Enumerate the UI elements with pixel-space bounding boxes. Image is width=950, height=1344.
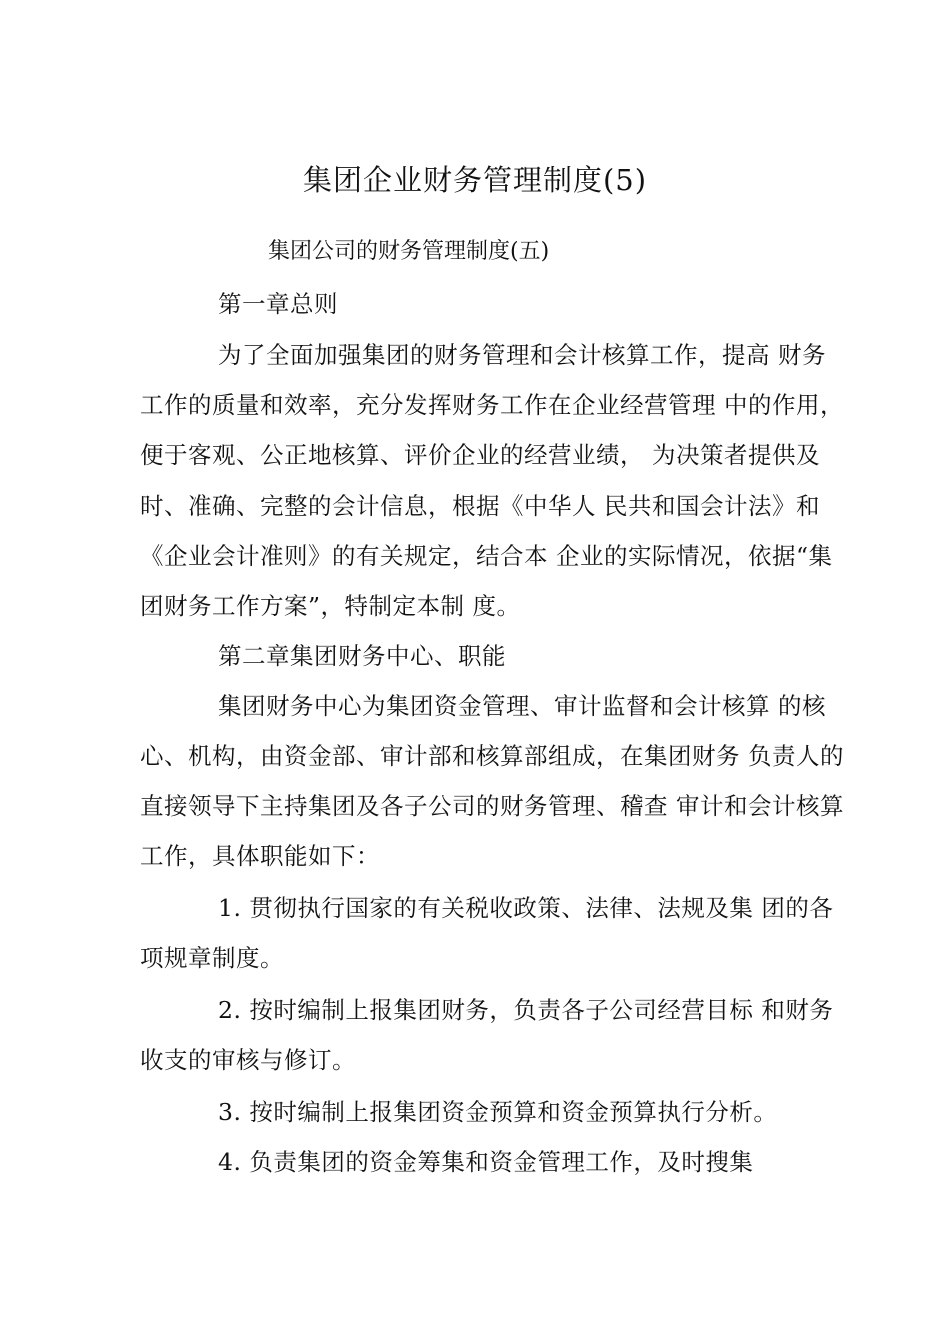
document-title: 集团企业财务管理制度(5) (302, 163, 648, 197)
paragraph-line: 《企业会计准则》的有关规定，结合本 企业的实际情况，依据“集 (140, 542, 833, 570)
paragraph-line: 团财务工作方案”，特制定本制 度。 (140, 592, 521, 620)
list-item: 3. 按时编制上报集团资金预算和资金预算执行分析。 (218, 1098, 778, 1126)
list-item-continuation: 收支的审核与修订。 (140, 1046, 356, 1074)
list-item: 1. 贯彻执行国家的有关税收政策、法律、法规及集 团的各 (218, 894, 834, 922)
list-item: 2. 按时编制上报集团财务，负责各子公司经营目标 和财务 (218, 996, 834, 1024)
paragraph-line: 集团财务中心为集团资金管理、审计监督和会计核算 的核 (218, 692, 826, 720)
paragraph-line: 便于客观、公正地核算、评价企业的经营业绩， 为决策者提供及 (140, 441, 820, 469)
document-subtitle: 集团公司的财务管理制度(五) (268, 239, 550, 264)
chapter-heading: 第二章集团财务中心、职能 (218, 642, 506, 670)
list-item: 4. 负责集团的资金筹集和资金管理工作，及时搜集 (218, 1148, 754, 1176)
paragraph-line: 为了全面加强集团的财务管理和会计核算工作，提高 财务 (218, 341, 826, 369)
list-item-continuation: 项规章制度。 (140, 944, 284, 972)
paragraph-line: 时、准确、完整的会计信息，根据《中华人 民共和国会计法》和 (140, 492, 820, 520)
chapter-heading: 第一章总则 (218, 290, 338, 318)
paragraph-line: 工作的质量和效率，充分发挥财务工作在企业经营管理 中的作用， (140, 391, 844, 419)
paragraph-line: 工作，具体职能如下： (140, 842, 380, 870)
paragraph-line: 直接领导下主持集团及各子公司的财务管理、稽查 审计和会计核算 (140, 792, 844, 820)
paragraph-line: 心、机构，由资金部、审计部和核算部组成，在集团财务 负责人的 (140, 742, 844, 770)
